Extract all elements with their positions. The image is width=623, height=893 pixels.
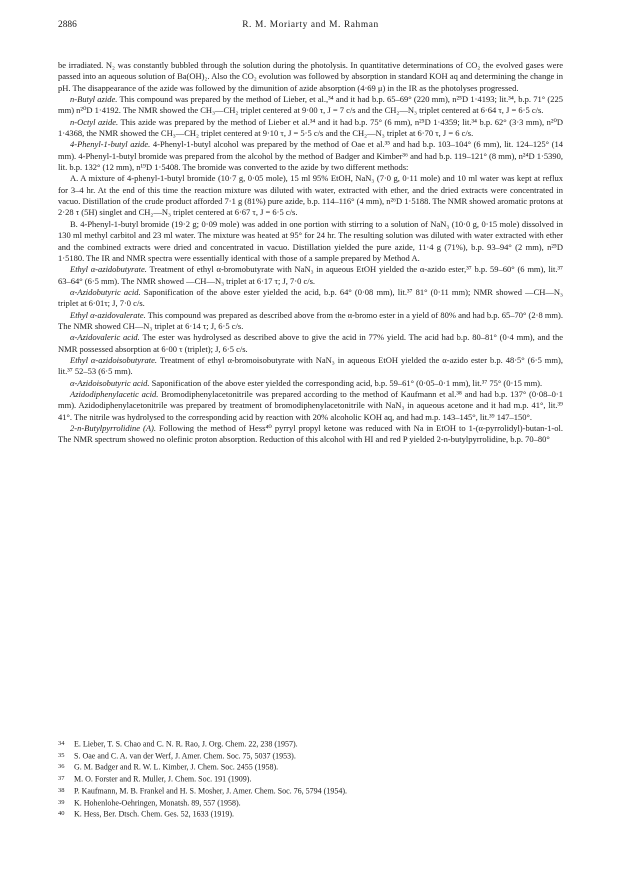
reference-number: 40 <box>58 810 65 818</box>
paragraph-title: n-Butyl azide. <box>70 94 118 105</box>
paragraph <box>58 139 563 173</box>
reference-item <box>58 808 563 820</box>
paragraph-text: Following the method of Hess⁴⁰ pyrryl propyl ketone was reduced with Na in EtOH to 1-(α-pyrrolidyl)-butan-1-ol. The NMR spectrum showed no olefinic proton absorption. Reduction of this alcohol with HI and red P yielded 2-n-butylpyrrolidine, b.p. 70–80° <box>58 423 563 445</box>
reference-number: 36 <box>58 763 65 771</box>
paragraph-title: Azidodiphenylacetic acid. <box>70 388 159 399</box>
paragraph-text: Treatment of ethyl α-bromoisobutyrate with NaN₃ in aqueous EtOH yielded the α-azido ester b.p. 48·5° (6·5 mm), lit.³⁷ 52–53 (6·5 mm). <box>58 354 563 377</box>
page-header <box>58 20 563 34</box>
references <box>58 738 563 820</box>
paragraph <box>58 355 563 378</box>
paragraph <box>58 378 563 389</box>
paragraph <box>58 287 563 310</box>
reference-number: 38 <box>58 786 65 794</box>
reference-text: P. Kaufmann, M. B. Frankel and H. S. Mosher, J. Amer. Chem. Soc. 76, 5794 (1954). <box>74 786 347 796</box>
reference-number: 37 <box>58 775 65 783</box>
reference-item <box>58 761 563 773</box>
reference-number: 35 <box>58 751 65 759</box>
paragraph <box>58 60 563 94</box>
paragraph-text: be irradiated. N₂ was constantly bubbled through the solution during the photolysis. In quantitative determinations of CO₂ the evolved gases were passed into an aqueous solution of Ba(OH)₂. Also the CO₂ evolution was followed by absorption in standard KOH aq and determining the change in pH. The disappearance of the azide was followed by the dimunition of azide absorption (4·69 μ) in the IR as the photolyses progressed. <box>58 60 563 93</box>
reference-item <box>58 750 563 762</box>
reference-item <box>58 785 563 797</box>
article-body <box>58 60 563 446</box>
paragraph-text: 4-Phenyl-1-butyl alcohol was prepared by the method of Oae et al.³⁵ and had b.p. 103–104° (6 mm), lit. 124–125° (14 mm). 4-Phenyl-1-butyl bromide was prepared from the alcohol by the method of Badger and Kimber³⁶ and had b.p. 119–121° (8 mm), n²⁴D 1·5390, lit. b.p. 132° (12 mm), n¹⁹D 1·5408. The bromide was converted to the azide by two different methods: <box>58 139 563 173</box>
reference-text: E. Lieber, T. S. Chao and C. N. R. Rao, J. Org. Chem. 22, 238 (1957). <box>74 739 298 749</box>
paragraph <box>58 173 563 218</box>
paragraph <box>58 264 563 287</box>
reference-text: K. Hohenlohe-Oehringen, Monatsh. 89, 557 (1958). <box>74 798 241 808</box>
reference-number: 34 <box>58 740 65 747</box>
paragraph-title: n-Octyl azide. <box>70 116 119 127</box>
paragraph <box>58 310 563 333</box>
reference-item <box>58 738 563 750</box>
paragraph-text: B. 4-Phenyl-1-butyl bromide (19·2 g; 0·09 mole) was added in one portion with stirring to a solution of NaN₃ (10·0 g, 0·15 mole) dissolved in 130 ml methyl carbitol and 23 ml water. The mixture was heated at 95° for 24 hr. The resulting solution was diluted with water extracted with ether and the combined extracts were dried and concentrated in vacuo. Distillation yielded the pure azide, 11·4 g (71%), b.p. 93–94° (2 mm), n²⁵D 1·5180. The IR and NMR spectra were essentially identical with those of a sample prepared by Method A. <box>58 218 563 263</box>
paragraph-title: α-Azidobutyric acid. <box>70 286 141 297</box>
paragraph <box>58 117 563 140</box>
paragraph-title: Ethyl α-azidoisobutyrate. <box>70 354 157 365</box>
paragraph-text: This compound was prepared as described above from the α-bromo ester in a yield of 80% and had b.p. 65–70° (2·8 mm). The NMR showed CH—N₃ triplet at 6·14 τ; J, 6·5 c/s. <box>58 309 564 331</box>
paragraph <box>58 423 563 446</box>
paragraph-text: The ester was hydrolysed as described above to give the acid in 77% yield. The acid had b.p. 80–81° (0·4 mm), and the NMR possessed absorption at 6·00 τ (triplet); J, 6·5 c/s. <box>58 332 563 354</box>
reference-text: M. O. Forster and R. Muller, J. Chem. Soc. 191 (1909). <box>74 774 252 784</box>
paragraph-text: This compound was prepared by the method of Lieber, et al.,³⁴ and it had b.p. 65–69° (220 mm), n²⁵D 1·4193; lit.³⁴, b.p. 71° (225 mm) n²⁰D 1·4192. The NMR showed the CH₃—CH₂ triplet centered at 9·00 τ, J = 7 c/s and the CH₂—N₃ triplet centered at 6·64 τ, J = 6·5 c/s. <box>58 94 563 116</box>
reference-item <box>58 773 563 785</box>
paragraph <box>58 389 563 423</box>
reference-text: G. M. Badger and R. W. L. Kimber, J. Chem. Soc. 2455 (1958). <box>74 762 279 772</box>
reference-number: 39 <box>58 798 65 806</box>
reference-text: S. Oae and C. A. van der Werf, J. Amer. Chem. Soc. 75, 5037 (1953). <box>74 751 296 761</box>
paragraph-text: Saponification of the above ester yielded the acid, b.p. 64° (0·08 mm), lit.³⁷ 81° (0·11 mm); NMR showed —CH—N₃ triplet at 6·01τ; J, 7·0 c/s. <box>58 286 563 309</box>
paragraph <box>58 332 563 355</box>
paragraph-text: This azide was prepared by the method of Lieber et al.³⁴ and it had b.p. 75° (6 mm), n²⁵D 1·4359; lit.³⁴ b.p. 62° (3·3 mm), n²⁰D 1·4368, the NMR showed the CH₃—CH₂ triplet centered at 9·10 τ, J = 5·5 c/s and the CH₂—N₃ triplet at 6·70 τ, J = 6 c/s. <box>58 116 563 139</box>
reference-text: K. Hess, Ber. Dtsch. Chem. Ges. 52, 1633 (1919). <box>74 809 234 819</box>
paragraph-title: α-Azidoisobutyric acid. <box>70 377 150 388</box>
paragraph-title: α-Azidovaleric acid. <box>70 332 140 343</box>
paragraph <box>58 94 563 117</box>
paragraph <box>58 219 563 264</box>
paragraph-title: 4-Phenyl-1-butyl azide. <box>70 139 151 150</box>
reference-item <box>58 797 563 809</box>
paragraph-text: A. A mixture of 4-phenyl-1-butyl bromide (10·7 g, 0·05 mole), 15 ml 95% EtOH, NaN₃ (7·0 g, 0·11 mole) and 10 ml water was kept at reflux for 3–4 hr. At the end of this time the reaction mixture was diluted with water, extracted with ether, and the dried extracts were concentrated in vacuo. Distillation of the crude product afforded 7·1 g (81%) pure azide, b.p. 114–116° (4 mm), n²⁶D 1·5188. The NMR showed aromatic protons at 2·28 τ (5H) singlet and CH₂—N₃ triplet centered at 6·67 τ, J = 6·5 c/s. <box>58 173 563 218</box>
page-number: 2886 <box>58 20 77 30</box>
paragraph-text: Treatment of ethyl α-bromobutyrate with NaN₃ in aqueous EtOH yielded the α-azido ester,³⁷ b.p. 59–60° (6 mm), lit.³⁷ 63–64° (6·5 mm). The NMR showed —CH—N₃ triplet at 6·17 τ; J, 7·0 c/s. <box>58 264 563 286</box>
running-head: R. M. Moriarty and M. Rahman <box>242 20 379 30</box>
paragraph-title: Ethyl α-azidobutyrate. <box>70 264 147 275</box>
paragraph-title: Ethyl α-azidovalerate. <box>70 309 146 320</box>
paragraph-title: 2-n-Butylpyrrolidine (A). <box>70 423 157 433</box>
paragraph-text: Saponification of the above ester yielded the corresponding acid, b.p. 59–61° (0·05–0·1 mm), lit.³⁷ 75° (0·15 mm). <box>151 377 543 388</box>
paragraph-text: Bromodiphenylacetonitrile was prepared according to the method of Kaufmann et al.³⁸ and had b.p. 137° (0·08–0·1 mm). Azidodiphenylacetonitrile was prepared by treatment of bromodiphenylacetonitrile with NaN₃ in aqueous acetone and it had m.p. 41°, lit.³⁹ 41°. The nitrile was hydrolysed to the corresponding acid by reaction with 20% alcoholic KOH aq, and had m.p. 143–145°, lit.³⁹ 147–150°. <box>58 388 563 422</box>
